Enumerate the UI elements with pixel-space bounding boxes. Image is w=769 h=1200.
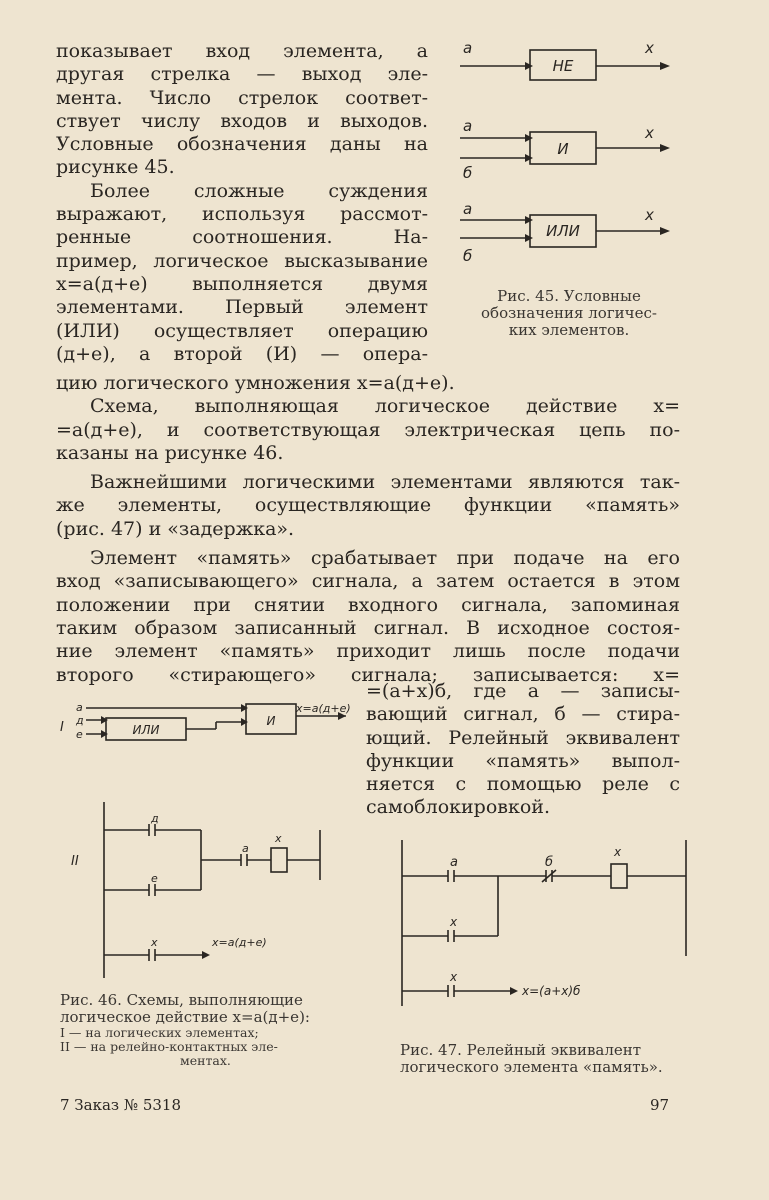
- caption-line: Рис. 46. Схемы, выполняющие: [60, 991, 303, 1009]
- fig45-gate-or: ИЛИ: [546, 222, 580, 240]
- text-line: казаны на рисунке 46.: [56, 441, 284, 464]
- fig45-label-x: x: [645, 206, 654, 224]
- fig46-relay-label: e: [151, 872, 158, 885]
- fig46-input: e: [76, 728, 83, 741]
- text-line: (д+e), а второй (И) — опера-: [56, 342, 428, 365]
- text-line: положении при снятии входного сигнала, запоминая: [56, 593, 680, 616]
- footer-order: 7 Заказ № 5318: [60, 1096, 182, 1114]
- fig45-caption: [462, 288, 676, 339]
- caption-legend-line: I — на логических элементах;: [60, 1025, 259, 1040]
- text-line: ние элемент «память» приходит лишь после подачи: [56, 640, 680, 663]
- paragraph-top-left: [56, 40, 428, 366]
- text-line: цию логического умножения x=a(д+e).: [56, 372, 455, 394]
- fig46-relay-label: x: [151, 936, 158, 949]
- page-number: 97: [650, 1096, 670, 1114]
- text-line: другая стрелка — выход эле-: [56, 63, 428, 86]
- text-line: Условные обозначения даны на: [56, 133, 428, 156]
- fig46-part2-label: II: [71, 854, 79, 869]
- text-line: ренные соотношения. На-: [56, 226, 428, 249]
- fig45-label-a: a: [463, 200, 473, 218]
- text-line: мента. Число стрелок соответ-: [56, 86, 428, 109]
- fig47-relay-label: x: [450, 915, 458, 929]
- fig45-label-b: б: [463, 164, 473, 182]
- text-line: (рис. 47) и «задержка».: [56, 517, 295, 540]
- fig46-relay-label: x: [275, 832, 282, 845]
- text-line: =a(д+e), и соответствующая электрическая цепь по-: [56, 418, 680, 441]
- text-line: (ИЛИ) осуществляет операцию: [56, 319, 428, 342]
- figure-46-logic: [56, 698, 356, 748]
- fig45-label-a: a: [463, 117, 473, 135]
- fig46-relay-label: a: [242, 842, 249, 855]
- text-line: Важнейшими логическими элементами являются так-: [90, 471, 680, 494]
- fig46-caption: [60, 992, 350, 1068]
- fig47-relay-label: x: [450, 970, 458, 984]
- text-line: самоблокировкой.: [366, 796, 550, 819]
- fig45-label-a: a: [463, 39, 473, 57]
- fig46-output: x=a(д+e): [296, 702, 351, 715]
- caption-line: логическое действие x=a(д+e):: [60, 1008, 310, 1026]
- text-line: Элемент «память» срабатывает при подаче на его: [90, 547, 680, 570]
- fig47-relay-label: б: [545, 855, 554, 870]
- fig46-input: д: [76, 714, 84, 727]
- paragraph-right-column: [366, 680, 680, 820]
- caption-legend-line: II — на релейно-контактных эле-: [60, 1039, 278, 1054]
- fig46-relay-label: д: [151, 812, 159, 825]
- caption-line: логического элемента «память».: [400, 1058, 663, 1076]
- fig45-label-b: б: [463, 247, 473, 265]
- text-line: рисунке 45.: [56, 156, 175, 179]
- fig45-gate-not: НЕ: [552, 57, 574, 75]
- fig45-gate-and: И: [557, 140, 569, 158]
- text-line: показывает вход элемента, а: [56, 40, 428, 62]
- text-line: выражают, используя рассмот-: [56, 203, 428, 226]
- caption-line: Рис. 45. Условные: [497, 287, 641, 305]
- text-line: второго «стирающего» сигнала; записывается: x=: [56, 663, 680, 686]
- figure-46-relay: [56, 800, 356, 985]
- text-line: =(a+x)б, где a — записы-: [366, 680, 680, 702]
- text-line: функции «память» выпол-: [366, 749, 680, 772]
- caption-legend-line: ментах.: [180, 1053, 231, 1068]
- figure-47: [398, 836, 698, 1011]
- text-line: элементами. Первый элемент: [56, 296, 428, 319]
- fig47-output: x=(a+x)б: [522, 984, 581, 998]
- text-line: Более сложные суждения: [90, 179, 428, 202]
- fig45-label-x: x: [645, 39, 654, 57]
- fig46-gate-and: И: [266, 714, 276, 728]
- text-line: Схема, выполняющая логическое действие x=: [90, 395, 680, 418]
- fig47-relay-label: a: [450, 855, 458, 870]
- text-line: же элементы, осуществляющие функции «память»: [56, 494, 680, 517]
- fig46-part1-label: I: [60, 720, 64, 735]
- text-line: вход «записывающего» сигнала, а затем остается в этом: [56, 570, 680, 593]
- paragraph-full-width: [56, 372, 680, 687]
- fig46-gate-or: ИЛИ: [132, 723, 160, 737]
- caption-line: Рис. 47. Релейный эквивалент: [400, 1041, 642, 1059]
- caption-line: ких элементов.: [508, 321, 630, 339]
- fig46-input: a: [76, 701, 83, 714]
- text-line: таким образом записанный сигнал. В исходное состоя-: [56, 616, 680, 639]
- fig47-relay-label: x: [614, 845, 622, 859]
- text-line: x=a(д+e) выполняется двумя: [56, 272, 428, 295]
- figure-45: [455, 38, 685, 278]
- text-line: ствует числу входов и выходов.: [56, 109, 428, 132]
- text-line: ющий. Релейный эквивалент: [366, 726, 680, 749]
- fig45-label-x: x: [645, 124, 654, 142]
- text-line: няется с помощью реле с: [366, 773, 680, 796]
- caption-line: обозначения логичес-: [481, 304, 657, 322]
- text-line: пример, логическое высказывание: [56, 249, 428, 272]
- text-line: вающий сигнал, б — стира-: [366, 703, 680, 726]
- fig46-output: x=a(д+e): [212, 936, 267, 949]
- fig47-caption: [400, 1042, 690, 1076]
